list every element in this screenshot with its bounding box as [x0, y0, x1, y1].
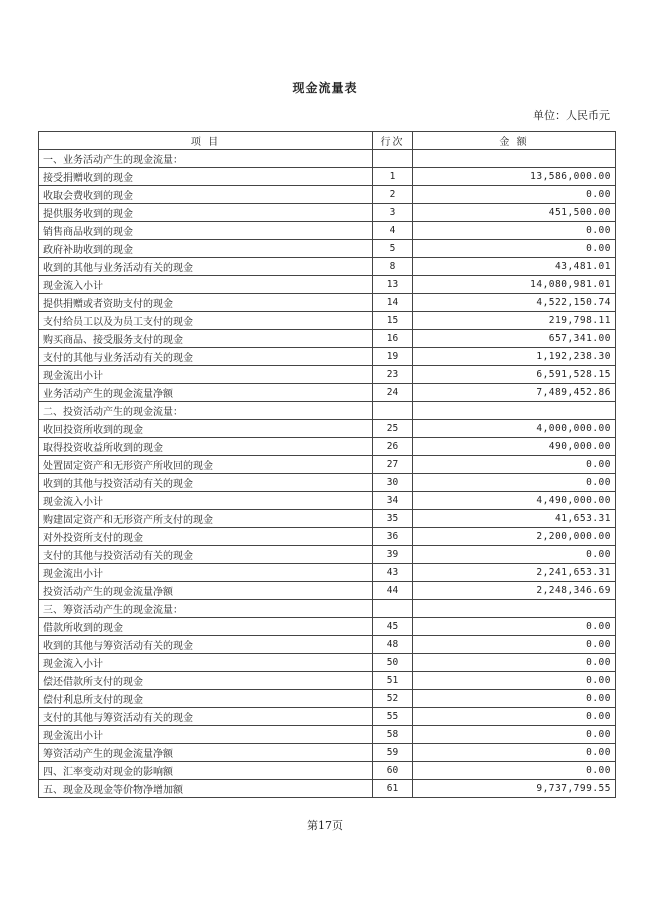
row-line-no: 16	[373, 330, 413, 348]
table-row	[39, 690, 616, 708]
row-amount	[413, 150, 616, 168]
row-line-no: 23	[373, 366, 413, 384]
row-item-label: 支付的其他与投资活动有关的现金	[39, 546, 373, 564]
row-item-label: 现金流出小计	[39, 366, 373, 384]
row-item-label: 收到的其他与投资活动有关的现金	[39, 474, 373, 492]
row-amount: 6,591,528.15	[413, 366, 616, 384]
table-row	[39, 294, 616, 312]
table-row	[39, 168, 616, 186]
row-item-label: 购买商品、接受服务支付的现金	[39, 330, 373, 348]
row-item-label: 购建固定资产和无形资产所支付的现金	[39, 510, 373, 528]
row-amount: 0.00	[413, 474, 616, 492]
row-line-no: 50	[373, 654, 413, 672]
row-item-label: 接受捐赠收到的现金	[39, 168, 373, 186]
row-amount: 0.00	[413, 456, 616, 474]
row-item-label: 偿还借款所支付的现金	[39, 672, 373, 690]
row-amount: 0.00	[413, 726, 616, 744]
row-item-label: 提供捐赠或者资助支付的现金	[39, 294, 373, 312]
row-item-label: 现金流入小计	[39, 492, 373, 510]
row-line-no: 13	[373, 276, 413, 294]
header-item: 项 目	[39, 132, 373, 150]
row-line-no	[373, 150, 413, 168]
row-item-label: 现金流入小计	[39, 276, 373, 294]
row-line-no	[373, 600, 413, 618]
row-amount: 0.00	[413, 546, 616, 564]
row-item-label: 收到的其他与筹资活动有关的现金	[39, 636, 373, 654]
row-item-label: 三、筹资活动产生的现金流量：	[39, 600, 373, 618]
row-amount: 0.00	[413, 186, 616, 204]
row-line-no: 25	[373, 420, 413, 438]
table-row	[39, 330, 616, 348]
table-row	[39, 420, 616, 438]
row-amount: 657,341.00	[413, 330, 616, 348]
table-row	[39, 474, 616, 492]
table-row	[39, 312, 616, 330]
row-amount: 0.00	[413, 654, 616, 672]
row-item-label: 四、汇率变动对现金的影响额	[39, 762, 373, 780]
row-item-label: 现金流出小计	[39, 726, 373, 744]
row-amount: 0.00	[413, 690, 616, 708]
row-amount: 43,481.01	[413, 258, 616, 276]
row-line-no	[373, 402, 413, 420]
row-item-label: 二、投资活动产生的现金流量：	[39, 402, 373, 420]
row-item-label: 收取会费收到的现金	[39, 186, 373, 204]
table-row	[39, 708, 616, 726]
table-row	[39, 456, 616, 474]
table-row	[39, 672, 616, 690]
table-row	[39, 222, 616, 240]
row-line-no: 59	[373, 744, 413, 762]
row-line-no: 51	[373, 672, 413, 690]
table-row	[39, 384, 616, 402]
row-amount: 0.00	[413, 618, 616, 636]
row-item-label: 投资活动产生的现金流量净额	[39, 582, 373, 600]
row-line-no: 45	[373, 618, 413, 636]
page-title: 现金流量表	[292, 81, 358, 95]
cash-flow-table	[38, 131, 616, 798]
row-amount: 0.00	[413, 762, 616, 780]
table-row	[39, 240, 616, 258]
row-item-label: 政府补助收到的现金	[39, 240, 373, 258]
table-row	[39, 546, 616, 564]
row-amount: 490,000.00	[413, 438, 616, 456]
table-row	[39, 510, 616, 528]
row-item-label: 销售商品收到的现金	[39, 222, 373, 240]
row-item-label: 支付的其他与业务活动有关的现金	[39, 348, 373, 366]
table-row	[39, 492, 616, 510]
row-amount: 7,489,452.86	[413, 384, 616, 402]
row-item-label: 业务活动产生的现金流量净额	[39, 384, 373, 402]
table-row	[39, 258, 616, 276]
table-row	[39, 348, 616, 366]
row-amount: 2,241,653.31	[413, 564, 616, 582]
row-item-label: 对外投资所支付的现金	[39, 528, 373, 546]
row-line-no: 44	[373, 582, 413, 600]
row-amount: 0.00	[413, 744, 616, 762]
row-amount: 0.00	[413, 240, 616, 258]
row-line-no: 15	[373, 312, 413, 330]
row-amount: 4,000,000.00	[413, 420, 616, 438]
row-amount: 1,192,238.30	[413, 348, 616, 366]
row-item-label: 收到的其他与业务活动有关的现金	[39, 258, 373, 276]
currency-unit: 单位：人民币元	[533, 109, 610, 122]
row-item-label: 借款所收到的现金	[39, 618, 373, 636]
row-line-no: 39	[373, 546, 413, 564]
row-amount	[413, 402, 616, 420]
page-number: 第17页	[307, 819, 343, 832]
row-amount: 4,522,150.74	[413, 294, 616, 312]
row-amount: 2,200,000.00	[413, 528, 616, 546]
row-line-no: 27	[373, 456, 413, 474]
row-amount: 451,500.00	[413, 204, 616, 222]
row-line-no: 3	[373, 204, 413, 222]
row-item-label: 支付给员工以及为员工支付的现金	[39, 312, 373, 330]
row-line-no: 30	[373, 474, 413, 492]
row-amount: 0.00	[413, 636, 616, 654]
table-header-row	[39, 132, 616, 150]
table-row	[39, 582, 616, 600]
table-row	[39, 600, 616, 618]
row-amount: 14,080,981.01	[413, 276, 616, 294]
row-line-no: 61	[373, 780, 413, 798]
row-line-no: 55	[373, 708, 413, 726]
table-row	[39, 618, 616, 636]
table-row	[39, 654, 616, 672]
row-line-no: 26	[373, 438, 413, 456]
row-line-no: 2	[373, 186, 413, 204]
row-item-label: 五、现金及现金等价物净增加额	[39, 780, 373, 798]
row-line-no: 43	[373, 564, 413, 582]
row-line-no: 34	[373, 492, 413, 510]
table-row	[39, 726, 616, 744]
table-row	[39, 438, 616, 456]
row-line-no: 35	[373, 510, 413, 528]
table-row	[39, 186, 616, 204]
row-amount: 219,798.11	[413, 312, 616, 330]
row-item-label: 收回投资所收到的现金	[39, 420, 373, 438]
row-item-label: 现金流出小计	[39, 564, 373, 582]
row-line-no: 8	[373, 258, 413, 276]
row-item-label: 支付的其他与筹资活动有关的现金	[39, 708, 373, 726]
table-row	[39, 204, 616, 222]
row-line-no: 58	[373, 726, 413, 744]
table-row	[39, 636, 616, 654]
row-amount: 41,653.31	[413, 510, 616, 528]
row-line-no: 1	[373, 168, 413, 186]
row-line-no: 5	[373, 240, 413, 258]
row-amount: 0.00	[413, 672, 616, 690]
row-amount	[413, 600, 616, 618]
header-amount: 金 额	[413, 132, 616, 150]
row-line-no: 19	[373, 348, 413, 366]
row-item-label: 处置固定资产和无形资产所收回的现金	[39, 456, 373, 474]
row-item-label: 现金流入小计	[39, 654, 373, 672]
row-line-no: 52	[373, 690, 413, 708]
row-line-no: 4	[373, 222, 413, 240]
row-item-label: 提供服务收到的现金	[39, 204, 373, 222]
row-line-no: 60	[373, 762, 413, 780]
row-line-no: 36	[373, 528, 413, 546]
table-row	[39, 564, 616, 582]
table-row	[39, 276, 616, 294]
header-line-no: 行次	[373, 132, 413, 150]
table-row	[39, 150, 616, 168]
row-item-label: 取得投资收益所收到的现金	[39, 438, 373, 456]
row-amount: 0.00	[413, 222, 616, 240]
row-amount: 4,490,000.00	[413, 492, 616, 510]
table-row	[39, 762, 616, 780]
row-item-label: 偿付利息所支付的现金	[39, 690, 373, 708]
table-row	[39, 402, 616, 420]
row-line-no: 48	[373, 636, 413, 654]
row-amount: 2,248,346.69	[413, 582, 616, 600]
row-amount: 9,737,799.55	[413, 780, 616, 798]
table-row	[39, 366, 616, 384]
table-row	[39, 528, 616, 546]
row-line-no: 14	[373, 294, 413, 312]
table-row	[39, 780, 616, 798]
table-row	[39, 744, 616, 762]
row-item-label: 筹资活动产生的现金流量净额	[39, 744, 373, 762]
row-item-label: 一、业务活动产生的现金流量：	[39, 150, 373, 168]
row-line-no: 24	[373, 384, 413, 402]
row-amount: 0.00	[413, 708, 616, 726]
row-amount: 13,586,000.00	[413, 168, 616, 186]
